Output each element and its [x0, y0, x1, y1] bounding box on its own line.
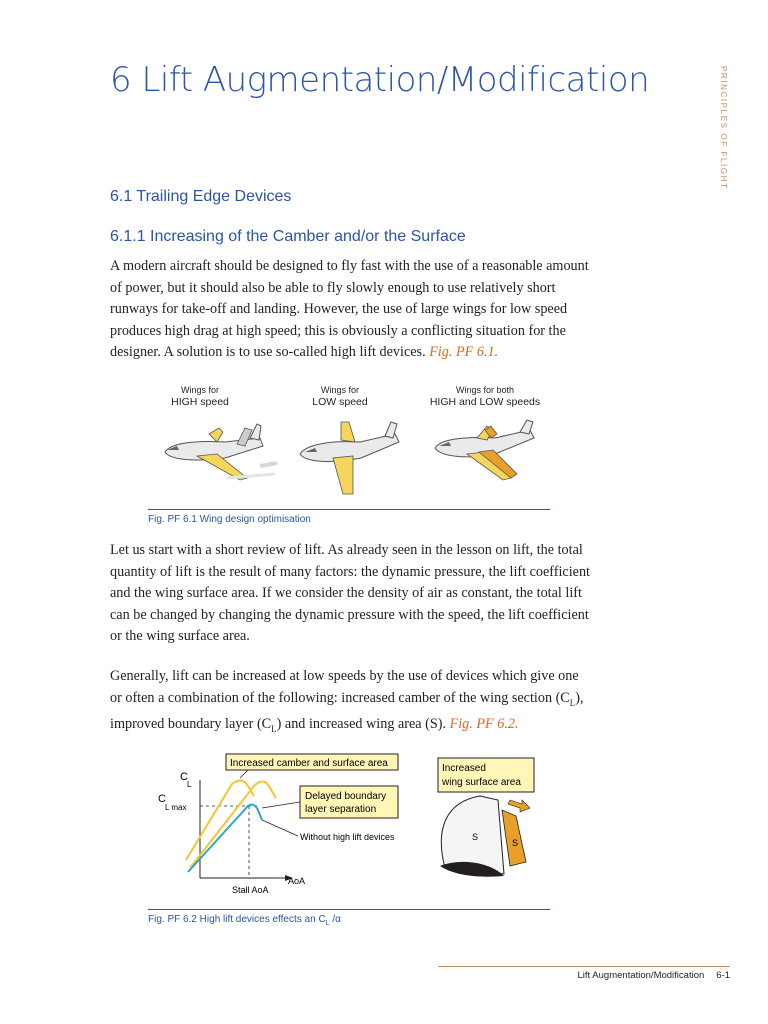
- delayed-leader: [262, 802, 300, 808]
- without-devices-label: Without high lift devices: [300, 832, 395, 842]
- s-label-flap: S: [512, 838, 519, 848]
- cl-axis-sub: L: [187, 780, 192, 789]
- paragraph-1: [110, 256, 590, 364]
- subsection-heading: 6.1.1 Increasing of the Camber and/or the Surface: [110, 228, 466, 245]
- plane-high-speed-icon: [165, 424, 276, 480]
- figure-2-caption: [148, 914, 341, 927]
- paragraph-3-part1: Generally, lift can be increased at low speeds by the use of devices which give one or often a combination of the following: increased camber of the wing section (C: [110, 668, 579, 706]
- wing-box-line1: Increased: [442, 763, 486, 774]
- figure-ref-6-1[interactable]: Fig. PF 6.1.: [429, 344, 499, 361]
- cl-axis-label: C: [180, 771, 188, 783]
- panel-2-line2: LOW speed: [312, 396, 368, 408]
- paragraph-3-sub2: L: [271, 723, 277, 734]
- paragraph-3-part2: ), improved boundary layer (C: [110, 689, 584, 733]
- without-leader: [262, 820, 298, 836]
- lift-curve-diagram: [150, 750, 550, 900]
- chapter-title: 6 Lift Augmentation/Modification: [110, 60, 650, 100]
- extension-arrow-icon: [508, 800, 530, 812]
- plane-both-speeds-icon: [435, 420, 534, 480]
- page-number: 6-1: [716, 970, 730, 981]
- clmax-sub: L max: [165, 803, 187, 812]
- figure-2-caption-end: /α: [329, 914, 341, 925]
- camber-leader: [240, 770, 248, 778]
- stall-aoa-label: Stall AoA: [232, 885, 269, 895]
- section-heading: 6.1 Trailing Edge Devices: [110, 188, 292, 205]
- figure-wing-design: [145, 376, 560, 496]
- figure-1-rule: [148, 509, 550, 510]
- delayed-box-line1: Delayed boundary: [305, 791, 387, 802]
- paragraph-3-part3: ) and increased wing area (S).: [276, 716, 447, 733]
- panel-3-line1: Wings for both: [455, 385, 515, 395]
- paragraph-3-sub1: L: [569, 697, 576, 708]
- page-footer: [538, 970, 730, 981]
- panel-1-line1: Wings for: [180, 385, 219, 395]
- curve-increased-camber: [186, 780, 254, 860]
- figure-2-caption-text: Fig. PF 6.2 High lift devices effects an C: [148, 914, 326, 925]
- panel-2-line1: Wings for: [320, 385, 359, 395]
- panel-1-line2: HIGH speed: [171, 396, 229, 408]
- footer-title: Lift Augmentation/Modification: [577, 970, 705, 981]
- figure-2-caption-sub: L: [325, 920, 330, 927]
- delayed-box-line2: layer separation: [305, 804, 377, 815]
- aoa-label: AoA: [288, 876, 306, 886]
- figure-2-rule: [148, 909, 550, 910]
- side-tab-label: PRINCIPLES OF FLIGHT: [719, 66, 728, 190]
- figure-ref-6-2[interactable]: Fig. PF 6.2.: [449, 716, 519, 733]
- wing-box-line2: wing surface area: [442, 777, 521, 788]
- side-tab: [716, 66, 730, 190]
- panel-3-line2: HIGH and LOW speeds: [429, 396, 541, 408]
- paragraph-3: [110, 666, 590, 740]
- s-label-wing: S: [472, 832, 479, 842]
- plane-low-speed-icon: [300, 422, 399, 494]
- paragraph-1-text: A modern aircraft should be designed to fly fast with the use of a reasonable amount of power, but it should also be able to fly slowly enough to use relatively short runways for take-off and landing. However, the use of large wings for low speed produces high drag at high speed; this is obviously a conflicting situation for the designer. A solution is to use so-called high lift devices.: [110, 258, 589, 361]
- footer-rule: [438, 966, 730, 967]
- wing-illustrations: [145, 376, 560, 496]
- camber-box-text: Increased camber and surface area: [230, 758, 388, 769]
- figure-high-lift-effects: [150, 750, 550, 900]
- figure-1-caption: Fig. PF 6.1 Wing design optimisation: [148, 514, 311, 525]
- clmax-label: C: [158, 793, 166, 805]
- paragraph-2: Let us start with a short review of lift. As already seen in the lesson on lift, the total quantity of lift is the result of many factors: the dynamic pressure, the lift coefficient and the wing surface area. If we consider the density of air as constant, the total lift can be changed by changing the dynamic pressure with the speed, the lift coefficient or the wing surface area.: [110, 542, 590, 645]
